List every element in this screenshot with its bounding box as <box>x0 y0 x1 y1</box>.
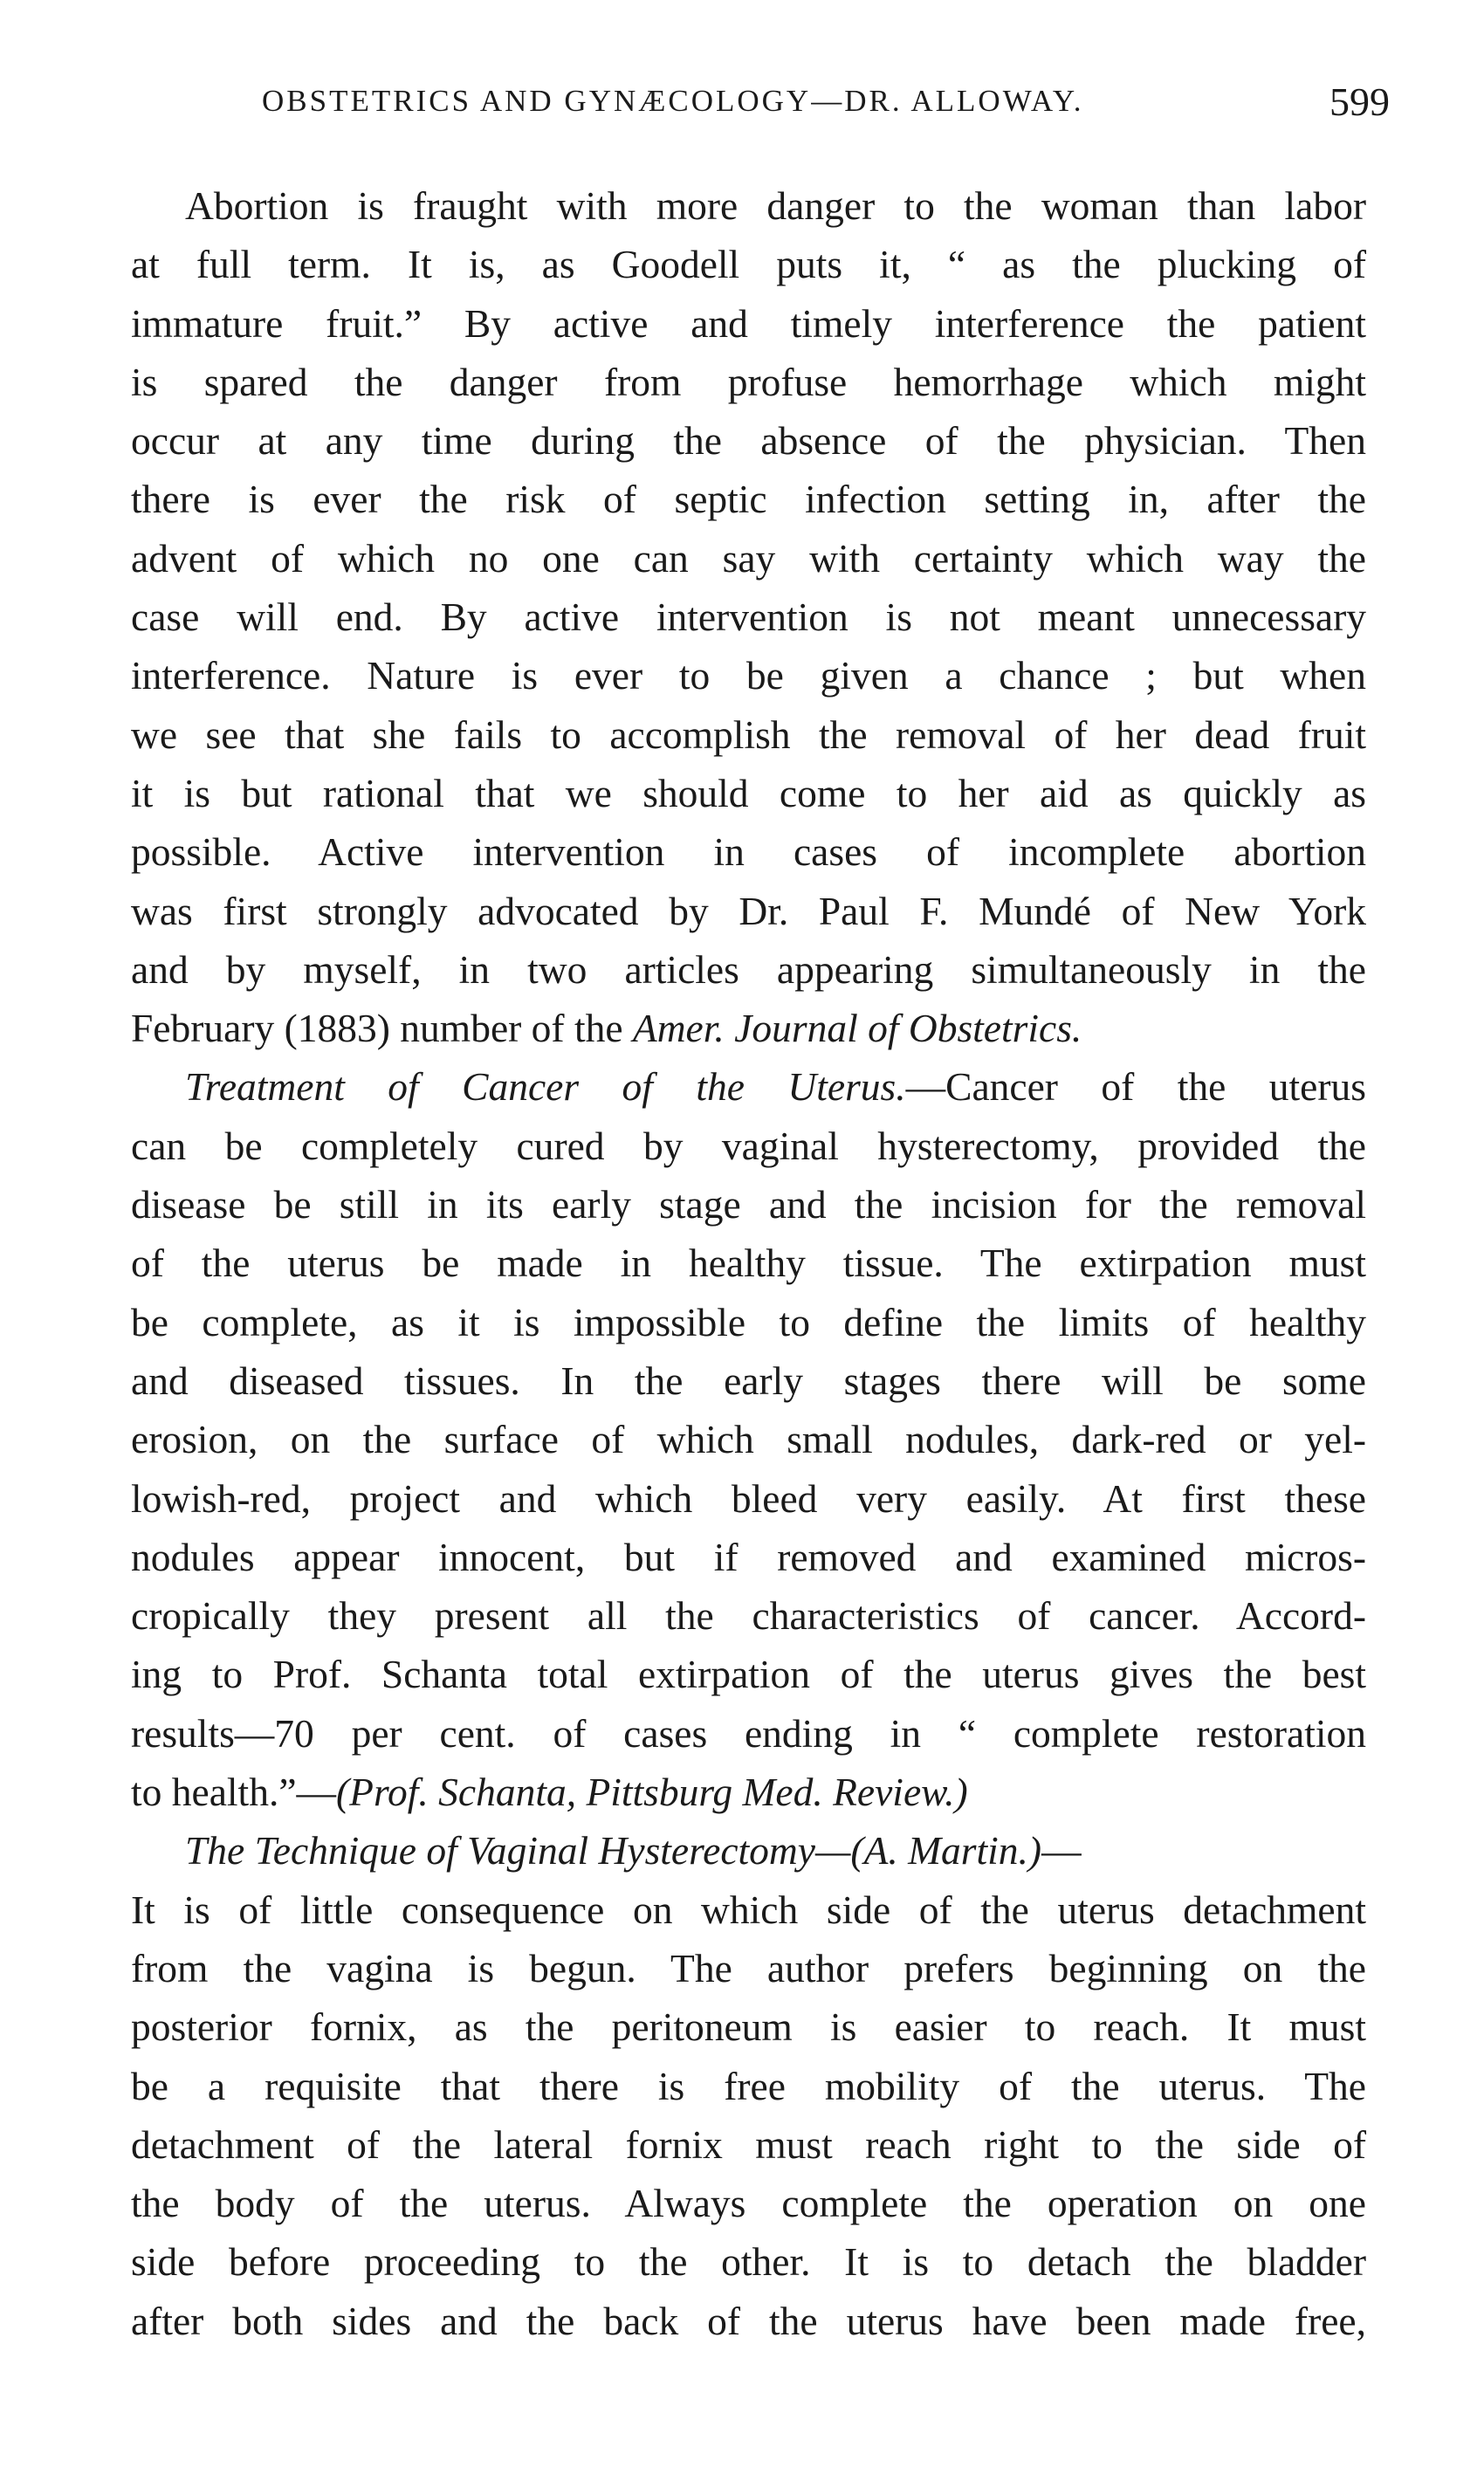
text-line: lowish-red, project and which bleed very easily. At first these <box>131 1475 1366 1521</box>
paragraph-cancer-treatment <box>131 1057 1366 1821</box>
text-line: occur at any time during the absence of the physician. Then <box>131 418 1366 464</box>
section-heading-line <box>131 1057 1366 1116</box>
text-line: and diseased tissues. In the early stages there will be some <box>131 1358 1366 1403</box>
text-line <box>131 1763 1366 1821</box>
text-line: the body of the uterus. Always complete the operation on one <box>131 2181 1366 2226</box>
section-heading: The Technique of Vaginal Hysterectomy—(A. Martin.) <box>185 1828 1042 1873</box>
text-line: of the uterus be made in healthy tissue. The extirpation must <box>131 1241 1366 1286</box>
body-text <box>131 176 1366 2350</box>
journal-citation: (Prof. Schanta, Pittsburg Med. Review.) <box>336 1770 968 1815</box>
text-line: can be completely cured by vaginal hysterectomy, provided the <box>131 1123 1366 1168</box>
text-run: — <box>1041 1828 1082 1873</box>
text-run: February (1883) number of the <box>131 1006 633 1051</box>
text-line: from the vagina is begun. The author prefers beginning on the <box>131 1945 1366 1990</box>
text-line: there is ever the risk of septic infection setting in, after the <box>131 477 1366 522</box>
text-line: disease be still in its early stage and the incision for the removal <box>131 1182 1366 1227</box>
text-line: is spared the danger from profuse hemorrhage which might <box>131 359 1366 404</box>
text-line: erosion, on the surface of which small nodules, dark-red or yel- <box>131 1417 1366 1462</box>
text-line: It is of little consequence on which side of the uterus detachment <box>131 1887 1366 1932</box>
text-line: side before proceeding to the other. It is to detach the bladder <box>131 2239 1366 2285</box>
section-heading-line <box>131 1821 1366 1880</box>
text-line: be complete, as it is impossible to define the limits of healthy <box>131 1299 1366 1344</box>
text-line: after both sides and the back of the uterus have been made free, <box>131 2298 1366 2343</box>
text-line: advent of which no one can say with certainty which way the <box>131 535 1366 581</box>
text-line: be a requisite that there is free mobility of the uterus. The <box>131 2063 1366 2108</box>
text-line: results—70 per cent. of cases ending in “ complete restoration <box>131 1710 1366 1756</box>
text-run: to health.”— <box>131 1770 337 1815</box>
text-line: it is but rational that we should come to her aid as quickly as <box>131 770 1366 815</box>
text-run: —Cancer of the uterus <box>905 1064 1366 1110</box>
running-title: OBSTETRICS AND GYNÆCOLOGY—DR. ALLOWAY. <box>262 84 1084 118</box>
paragraph-abortion <box>131 176 1366 1057</box>
text-line: we see that she fails to accomplish the removal of her dead fruit <box>131 712 1366 757</box>
running-head <box>0 79 1484 136</box>
text-line: interference. Nature is ever to be given a chance ; but when <box>131 653 1366 698</box>
text-line: was first strongly advocated by Dr. Paul F. Mundé of New York <box>131 888 1366 933</box>
text-line: detachment of the lateral fornix must reach right to the side of <box>131 2121 1366 2167</box>
text-line <box>131 999 1366 1057</box>
section-heading: Treatment of Cancer of the Uterus. <box>185 1064 906 1110</box>
paragraph-vaginal-hysterectomy <box>131 1821 1366 2350</box>
text-line: and by myself, in two articles appearing simultaneously in the <box>131 946 1366 992</box>
text-line: ing to Prof. Schanta total extirpation of the uterus gives the best <box>131 1652 1366 1697</box>
text-line: at full term. It is, as Goodell puts it, “ as the plucking of <box>131 242 1366 287</box>
text-line: immature fruit.” By active and timely interference the patient <box>131 300 1366 346</box>
text-line: case will end. By active intervention is not meant unnecessary <box>131 595 1366 640</box>
journal-citation: Amer. Journal of Obstetrics. <box>632 1006 1082 1051</box>
text-line: posterior fornix, as the peritoneum is easier to reach. It must <box>131 2004 1366 2050</box>
page-number: 599 <box>1329 79 1390 124</box>
text-line: Abortion is fraught with more danger to the woman than labor <box>185 183 1366 228</box>
text-line: possible. Active intervention in cases of incomplete abortion <box>131 829 1366 875</box>
text-line: nodules appear innocent, but if removed and examined micros- <box>131 1534 1366 1579</box>
text-line: cropically they present all the characteristics of cancer. Accord- <box>131 1593 1366 1639</box>
